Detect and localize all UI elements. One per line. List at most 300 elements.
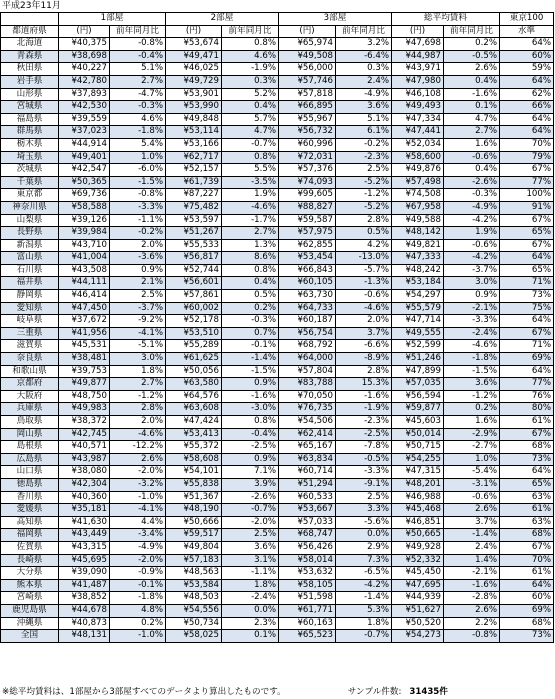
value-cell: -0.9% — [110, 567, 166, 580]
table-row — [1, 554, 554, 567]
value-cell: 6.1% — [336, 126, 392, 139]
header-yoy: 前年同月比 — [110, 25, 166, 38]
value-cell: ¥48,190 — [166, 504, 222, 517]
value-cell: ¥39,126 — [59, 214, 110, 227]
value-cell: 61% — [500, 416, 554, 429]
prefecture-cell: 埼玉県 — [1, 151, 59, 164]
value-cell: ¥53,674 — [166, 38, 222, 51]
value-cell: ¥51,627 — [392, 604, 444, 617]
header-3room: 3部屋 — [279, 13, 392, 26]
value-cell: -2.0% — [222, 516, 279, 529]
value-cell: ¥47,698 — [392, 38, 444, 51]
value-cell: ¥57,861 — [166, 290, 222, 303]
value-cell: ¥64,733 — [279, 302, 336, 315]
value-cell: ¥52,178 — [166, 315, 222, 328]
value-cell: 66% — [500, 101, 554, 114]
value-cell: ¥63,608 — [166, 403, 222, 416]
value-cell: -0.3% — [444, 189, 500, 202]
table-row — [1, 403, 554, 416]
value-cell: ¥56,754 — [279, 327, 336, 340]
value-cell: -3.6% — [110, 252, 166, 265]
value-cell: -0.7% — [336, 630, 392, 643]
prefecture-cell: 山梨県 — [1, 214, 59, 227]
value-cell: ¥72,031 — [279, 151, 336, 164]
value-cell: 2.6% — [110, 453, 166, 466]
prefecture-cell: 秋田県 — [1, 63, 59, 76]
value-cell: ¥43,508 — [59, 264, 110, 277]
table-row — [1, 466, 554, 479]
value-cell: ¥46,851 — [392, 516, 444, 529]
value-cell: ¥60,163 — [279, 617, 336, 630]
value-cell: ¥49,471 — [166, 50, 222, 63]
value-cell: 3.0% — [110, 353, 166, 366]
value-cell: 64% — [500, 315, 554, 328]
value-cell: 4.4% — [110, 516, 166, 529]
value-cell: ¥44,914 — [59, 138, 110, 151]
prefecture-cell: 滋賀県 — [1, 340, 59, 353]
table-row — [1, 378, 554, 391]
table-row — [1, 88, 554, 101]
prefecture-cell: 佐賀県 — [1, 541, 59, 554]
value-cell: -0.6% — [336, 290, 392, 303]
value-cell: 67% — [500, 327, 554, 340]
value-cell: ¥62,717 — [166, 151, 222, 164]
header-yen: (円) — [279, 25, 336, 38]
value-cell: -1.8% — [110, 126, 166, 139]
value-cell: ¥35,181 — [59, 504, 110, 517]
value-cell: ¥59,877 — [392, 403, 444, 416]
value-cell: ¥55,533 — [166, 239, 222, 252]
value-cell: -6.6% — [336, 340, 392, 353]
value-cell: ¥54,297 — [392, 290, 444, 303]
value-cell: ¥51,367 — [166, 491, 222, 504]
footnote: ※総平均賃料は、1部屋から3部屋すべてのデータより算出したものです。 — [2, 687, 286, 697]
table-row — [1, 101, 554, 114]
value-cell: ¥57,804 — [279, 365, 336, 378]
value-cell: ¥52,332 — [392, 554, 444, 567]
value-cell: ¥49,804 — [166, 541, 222, 554]
value-cell: -1.2% — [336, 189, 392, 202]
value-cell: ¥52,599 — [392, 340, 444, 353]
value-cell: -5.6% — [336, 516, 392, 529]
value-cell: ¥52,744 — [166, 264, 222, 277]
value-cell: 1.4% — [444, 554, 500, 567]
value-cell: 60% — [500, 50, 554, 63]
value-cell: ¥58,608 — [166, 453, 222, 466]
value-cell: -1.9% — [222, 63, 279, 76]
value-cell: ¥48,131 — [59, 630, 110, 643]
value-cell: -1.2% — [110, 390, 166, 403]
value-cell: -1.6% — [222, 390, 279, 403]
value-cell: -3.0% — [222, 403, 279, 416]
value-cell: 63% — [500, 491, 554, 504]
value-cell: 2.8% — [336, 214, 392, 227]
value-cell: 1.6% — [444, 138, 500, 151]
value-cell: -6.5% — [336, 567, 392, 580]
value-cell: ¥41,004 — [59, 252, 110, 265]
value-cell: 61% — [500, 567, 554, 580]
value-cell: ¥43,987 — [59, 453, 110, 466]
value-cell: -1.0% — [110, 491, 166, 504]
table-row — [1, 63, 554, 76]
value-cell: -0.6% — [444, 239, 500, 252]
table-row — [1, 504, 554, 517]
value-cell: 0.2% — [110, 617, 166, 630]
value-cell: ¥83,788 — [279, 378, 336, 391]
header-row-2 — [1, 25, 554, 38]
value-cell: -0.5% — [336, 453, 392, 466]
value-cell: ¥51,246 — [392, 353, 444, 366]
value-cell: 0.8% — [222, 151, 279, 164]
value-cell: ¥50,520 — [392, 617, 444, 630]
value-cell: -0.6% — [444, 151, 500, 164]
value-cell: ¥53,667 — [279, 504, 336, 517]
value-cell: 4.8% — [110, 604, 166, 617]
value-cell: 68% — [500, 529, 554, 542]
value-cell: 1.8% — [336, 617, 392, 630]
value-cell: ¥60,996 — [279, 138, 336, 151]
value-cell: ¥49,848 — [166, 113, 222, 126]
value-cell: 2.1% — [110, 277, 166, 290]
value-cell: ¥53,901 — [166, 88, 222, 101]
table-row — [1, 264, 554, 277]
value-cell: 2.6% — [444, 604, 500, 617]
value-cell: -1.5% — [110, 176, 166, 189]
value-cell: ¥54,255 — [392, 453, 444, 466]
value-cell: -0.8% — [444, 630, 500, 643]
table-row — [1, 353, 554, 366]
value-cell: -0.5% — [444, 50, 500, 63]
value-cell: 0.9% — [110, 264, 166, 277]
value-cell: ¥47,450 — [59, 302, 110, 315]
value-cell: 62% — [500, 88, 554, 101]
prefecture-cell: 山口県 — [1, 466, 59, 479]
value-cell: ¥40,360 — [59, 491, 110, 504]
table-row — [1, 315, 554, 328]
header-yoy: 前年同月比 — [222, 25, 279, 38]
value-cell: ¥47,334 — [392, 113, 444, 126]
value-cell: -2.6% — [444, 176, 500, 189]
value-cell: -3.4% — [110, 529, 166, 542]
value-cell: ¥50,365 — [59, 176, 110, 189]
prefecture-cell: 北海道 — [1, 38, 59, 51]
value-cell: -1.8% — [444, 353, 500, 366]
value-cell: ¥65,523 — [279, 630, 336, 643]
value-cell: ¥39,984 — [59, 227, 110, 240]
table-row — [1, 529, 554, 542]
value-cell: ¥45,531 — [59, 340, 110, 353]
prefecture-cell: 神奈川県 — [1, 201, 59, 214]
value-cell: -7.8% — [336, 441, 392, 454]
table-row — [1, 416, 554, 429]
value-cell: 0.2% — [444, 38, 500, 51]
value-cell: ¥47,441 — [392, 126, 444, 139]
prefecture-cell: 鳥取県 — [1, 416, 59, 429]
value-cell: -3.7% — [110, 302, 166, 315]
value-cell: ¥57,035 — [392, 378, 444, 391]
value-cell: 2.0% — [336, 315, 392, 328]
value-cell: ¥47,899 — [392, 365, 444, 378]
value-cell: ¥40,873 — [59, 617, 110, 630]
value-cell: ¥38,481 — [59, 353, 110, 366]
table-row — [1, 252, 554, 265]
value-cell: -4.1% — [110, 504, 166, 517]
value-cell: -0.8% — [110, 189, 166, 202]
value-cell: 2.3% — [222, 617, 279, 630]
footnote-line — [2, 687, 448, 697]
value-cell: 64% — [500, 38, 554, 51]
value-cell: -2.5% — [336, 428, 392, 441]
value-cell: ¥55,579 — [392, 302, 444, 315]
value-cell: -1.7% — [222, 214, 279, 227]
table-row — [1, 138, 554, 151]
value-cell: 0.5% — [336, 227, 392, 240]
table-row — [1, 176, 554, 189]
value-cell: ¥46,414 — [59, 290, 110, 303]
value-cell: 0.5% — [222, 290, 279, 303]
prefecture-cell: 岐阜県 — [1, 315, 59, 328]
value-cell: ¥41,956 — [59, 327, 110, 340]
value-cell: 0.8% — [222, 264, 279, 277]
prefecture-cell: 高知県 — [1, 516, 59, 529]
value-cell: 70% — [500, 554, 554, 567]
value-cell: 91% — [500, 201, 554, 214]
value-cell: -1.5% — [222, 365, 279, 378]
header-level: 水準 — [500, 25, 554, 38]
value-cell: ¥66,843 — [279, 264, 336, 277]
value-cell: ¥40,571 — [59, 441, 110, 454]
value-cell: ¥45,450 — [392, 567, 444, 580]
value-cell: -1.0% — [110, 630, 166, 643]
value-cell: ¥50,665 — [392, 529, 444, 542]
value-cell: 2.5% — [336, 164, 392, 177]
prefecture-cell: 沖縄県 — [1, 617, 59, 630]
value-cell: 67% — [500, 239, 554, 252]
value-cell: 1.8% — [222, 579, 279, 592]
value-cell: ¥53,990 — [166, 101, 222, 114]
table-row — [1, 126, 554, 139]
value-cell: -1.6% — [336, 390, 392, 403]
value-cell: 0.9% — [444, 290, 500, 303]
value-cell: ¥64,576 — [166, 390, 222, 403]
value-cell: ¥50,056 — [166, 365, 222, 378]
value-cell: -0.8% — [110, 38, 166, 51]
value-cell: ¥55,289 — [166, 340, 222, 353]
value-cell: 2.6% — [444, 63, 500, 76]
value-cell: ¥44,111 — [59, 277, 110, 290]
value-cell: 3.7% — [336, 327, 392, 340]
value-cell: ¥99,605 — [279, 189, 336, 202]
value-cell: ¥47,980 — [392, 75, 444, 88]
value-cell: ¥60,714 — [279, 466, 336, 479]
value-cell: -0.7% — [222, 504, 279, 517]
value-cell: -0.4% — [110, 50, 166, 63]
value-cell: 65% — [500, 264, 554, 277]
value-cell: 73% — [500, 453, 554, 466]
value-cell: -1.9% — [336, 403, 392, 416]
value-cell: 1.9% — [222, 189, 279, 202]
value-cell: ¥42,304 — [59, 478, 110, 491]
value-cell: 70% — [500, 138, 554, 151]
value-cell: -0.3% — [110, 101, 166, 114]
value-cell: ¥38,852 — [59, 592, 110, 605]
value-cell: -1.5% — [444, 365, 500, 378]
value-cell: -8.9% — [336, 353, 392, 366]
value-cell: ¥65,974 — [279, 38, 336, 51]
value-cell: -1.3% — [336, 277, 392, 290]
table-row — [1, 592, 554, 605]
value-cell: ¥61,771 — [279, 604, 336, 617]
value-cell: ¥53,184 — [392, 277, 444, 290]
value-cell: ¥39,090 — [59, 567, 110, 580]
value-cell: ¥59,587 — [279, 214, 336, 227]
header-yen: (円) — [392, 25, 444, 38]
value-cell: ¥49,877 — [59, 378, 110, 391]
value-cell: -3.1% — [444, 478, 500, 491]
value-cell: -4.7% — [110, 88, 166, 101]
value-cell: -2.8% — [444, 592, 500, 605]
table-row — [1, 453, 554, 466]
value-cell: -2.6% — [222, 491, 279, 504]
value-cell: ¥39,559 — [59, 113, 110, 126]
value-cell: ¥49,508 — [279, 50, 336, 63]
value-cell: ¥62,414 — [279, 428, 336, 441]
value-cell: ¥67,958 — [392, 201, 444, 214]
value-cell: ¥54,101 — [166, 466, 222, 479]
table-row — [1, 227, 554, 240]
value-cell: ¥76,735 — [279, 403, 336, 416]
value-cell: ¥49,983 — [59, 403, 110, 416]
value-cell: ¥58,025 — [166, 630, 222, 643]
value-cell: 5.5% — [222, 164, 279, 177]
value-cell: -2.7% — [444, 441, 500, 454]
value-cell: ¥49,876 — [392, 164, 444, 177]
value-cell: -6.0% — [110, 164, 166, 177]
value-cell: 7.3% — [336, 554, 392, 567]
value-cell: 73% — [500, 290, 554, 303]
value-cell: 3.7% — [444, 516, 500, 529]
value-cell: 4.7% — [444, 113, 500, 126]
value-cell: 3.1% — [222, 554, 279, 567]
value-cell: ¥57,818 — [279, 88, 336, 101]
value-cell: ¥42,780 — [59, 75, 110, 88]
value-cell: ¥50,734 — [166, 617, 222, 630]
value-cell: 3.6% — [222, 541, 279, 554]
value-cell: 1.3% — [222, 239, 279, 252]
value-cell: 0.0% — [336, 529, 392, 542]
value-cell: ¥40,375 — [59, 38, 110, 51]
value-cell: -4.6% — [222, 201, 279, 214]
prefecture-cell: 和歌山県 — [1, 365, 59, 378]
value-cell: -1.2% — [444, 390, 500, 403]
value-cell: ¥47,424 — [166, 416, 222, 429]
value-cell: -1.8% — [110, 592, 166, 605]
value-cell: 77% — [500, 378, 554, 391]
prefecture-cell: 愛媛県 — [1, 504, 59, 517]
value-cell: ¥62,855 — [279, 239, 336, 252]
table-row — [1, 164, 554, 177]
value-cell: 0.0% — [222, 604, 279, 617]
value-cell: ¥48,563 — [166, 567, 222, 580]
value-cell: ¥63,580 — [166, 378, 222, 391]
value-cell: ¥50,715 — [392, 441, 444, 454]
value-cell: ¥64,000 — [279, 353, 336, 366]
value-cell: -4.2% — [444, 252, 500, 265]
value-cell: ¥45,695 — [59, 554, 110, 567]
value-cell: ¥38,372 — [59, 416, 110, 429]
value-cell: ¥56,000 — [279, 63, 336, 76]
value-cell: -5.2% — [336, 176, 392, 189]
value-cell: -2.1% — [444, 567, 500, 580]
value-cell: ¥61,739 — [166, 176, 222, 189]
value-cell: ¥75,482 — [166, 201, 222, 214]
value-cell: ¥53,413 — [166, 428, 222, 441]
value-cell: 68% — [500, 617, 554, 630]
value-cell: -1.4% — [444, 529, 500, 542]
value-cell: 4.2% — [336, 239, 392, 252]
value-cell: ¥63,834 — [279, 453, 336, 466]
value-cell: ¥50,666 — [166, 516, 222, 529]
value-cell: -1.1% — [110, 214, 166, 227]
value-cell: 64% — [500, 252, 554, 265]
value-cell: -0.2% — [110, 227, 166, 240]
value-cell: 76% — [500, 390, 554, 403]
value-cell: ¥65,167 — [279, 441, 336, 454]
value-cell: ¥68,747 — [279, 529, 336, 542]
value-cell: -6.4% — [336, 50, 392, 63]
value-cell: ¥48,242 — [392, 264, 444, 277]
value-cell: ¥74,093 — [279, 176, 336, 189]
value-cell: 2.8% — [110, 403, 166, 416]
value-cell: ¥55,372 — [166, 441, 222, 454]
prefecture-cell: 鹿児島県 — [1, 604, 59, 617]
value-cell: 63% — [500, 516, 554, 529]
value-cell: ¥46,988 — [392, 491, 444, 504]
value-cell: -0.1% — [222, 340, 279, 353]
value-cell: ¥47,695 — [392, 579, 444, 592]
value-cell: ¥70,050 — [279, 390, 336, 403]
prefecture-cell: 福岡県 — [1, 529, 59, 542]
value-cell: -2.4% — [222, 592, 279, 605]
value-cell: ¥60,187 — [279, 315, 336, 328]
value-cell: -4.9% — [110, 541, 166, 554]
value-cell: ¥57,033 — [279, 516, 336, 529]
value-cell: 65% — [500, 227, 554, 240]
value-cell: ¥49,588 — [392, 214, 444, 227]
value-cell: -0.1% — [110, 579, 166, 592]
value-cell: 0.1% — [222, 630, 279, 643]
prefecture-cell: 静岡県 — [1, 290, 59, 303]
value-cell: ¥49,729 — [166, 75, 222, 88]
prefecture-cell: 東京都 — [1, 189, 59, 202]
value-cell: 100% — [500, 189, 554, 202]
value-cell: -0.6% — [444, 491, 500, 504]
value-cell: 5.4% — [110, 138, 166, 151]
value-cell: ¥69,736 — [59, 189, 110, 202]
header-yen: (円) — [166, 25, 222, 38]
value-cell: 2.7% — [110, 378, 166, 391]
header-yen: (円) — [59, 25, 110, 38]
value-cell: 0.4% — [444, 164, 500, 177]
prefecture-cell: 群馬県 — [1, 126, 59, 139]
value-cell: ¥44,987 — [392, 50, 444, 63]
prefecture-cell: 新潟県 — [1, 239, 59, 252]
value-cell: -2.3% — [336, 151, 392, 164]
table-row — [1, 630, 554, 643]
value-cell: -1.6% — [444, 579, 500, 592]
value-cell: ¥52,157 — [166, 164, 222, 177]
value-cell: ¥58,105 — [279, 579, 336, 592]
